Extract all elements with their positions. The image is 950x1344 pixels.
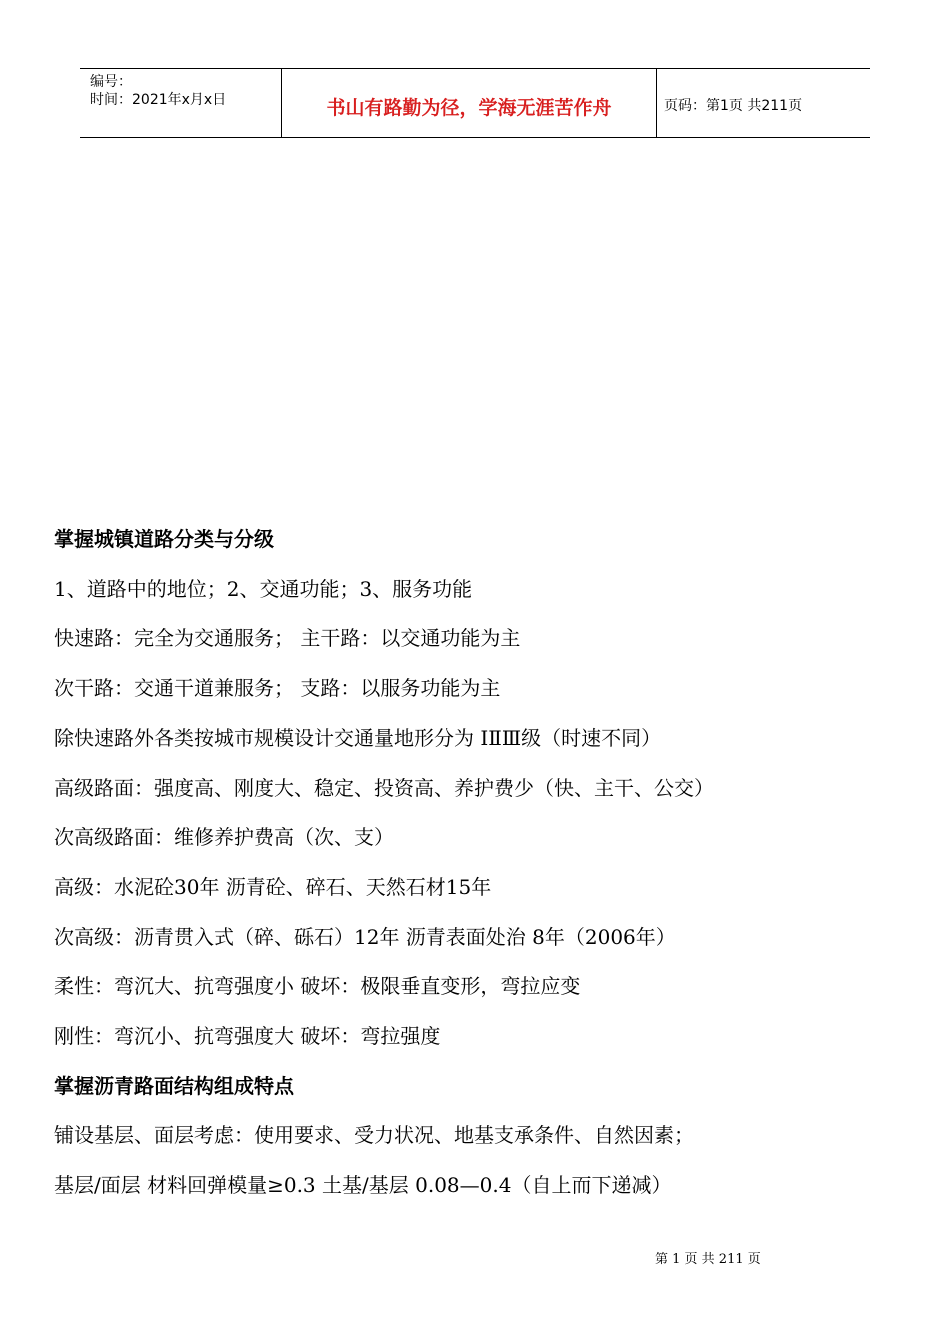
body-line: 基层/面层 材料回弹模量≥0.3 土基/基层 0.08—0.4（自上而下递减）: [54, 1173, 672, 1197]
header-page-code: 页码：第1页 共211页: [664, 98, 803, 114]
header-motto: 书山有路勤为径，学海无涯苦作舟: [326, 97, 612, 119]
page-footer: 第 1 页 共 211 页: [655, 1252, 761, 1267]
body-line: 次高级：沥青贯入式（碎、砾石）12年 沥青表面处治 8年（2006年）: [54, 925, 676, 949]
header-motto-cell: [281, 69, 657, 137]
section-heading: 掌握沥青路面结构组成特点: [54, 1074, 294, 1098]
document-number-label: 编号：: [90, 74, 132, 90]
body-line: 次干路：交通干道兼服务； 支路：以服务功能为主: [54, 676, 501, 700]
body-line: 高级：水泥砼30年 沥青砼、碎石、天然石材15年: [54, 875, 492, 899]
document-header: [80, 68, 870, 138]
header-page-cell: [656, 69, 870, 137]
body-line: 快速路：完全为交通服务； 主干路：以交通功能为主: [54, 626, 521, 650]
document-date-label: 时间：2021年x月x日: [90, 92, 227, 108]
body-line: 铺设基层、面层考虑：使用要求、受力状况、地基支承条件、自然因素；: [54, 1123, 694, 1147]
body-line: 次高级路面：维修养护费高（次、支）: [54, 825, 394, 849]
section-heading: 掌握城镇道路分类与分级: [54, 527, 274, 551]
body-line: 刚性：弯沉小、抗弯强度大 破坏：弯拉强度: [54, 1024, 441, 1048]
header-info-cell: [80, 69, 280, 137]
body-line: 柔性：弯沉大、抗弯强度小 破坏：极限垂直变形，弯拉应变: [54, 974, 581, 998]
body-line: 除快速路外各类按城市规模设计交通量地形分为 ⅠⅡⅢ级（时速不同）: [54, 726, 662, 750]
body-line: 高级路面：强度高、刚度大、稳定、投资高、养护费少（快、主干、公交）: [54, 776, 714, 800]
body-line: 1、道路中的地位；2、交通功能；3、服务功能: [54, 577, 473, 601]
